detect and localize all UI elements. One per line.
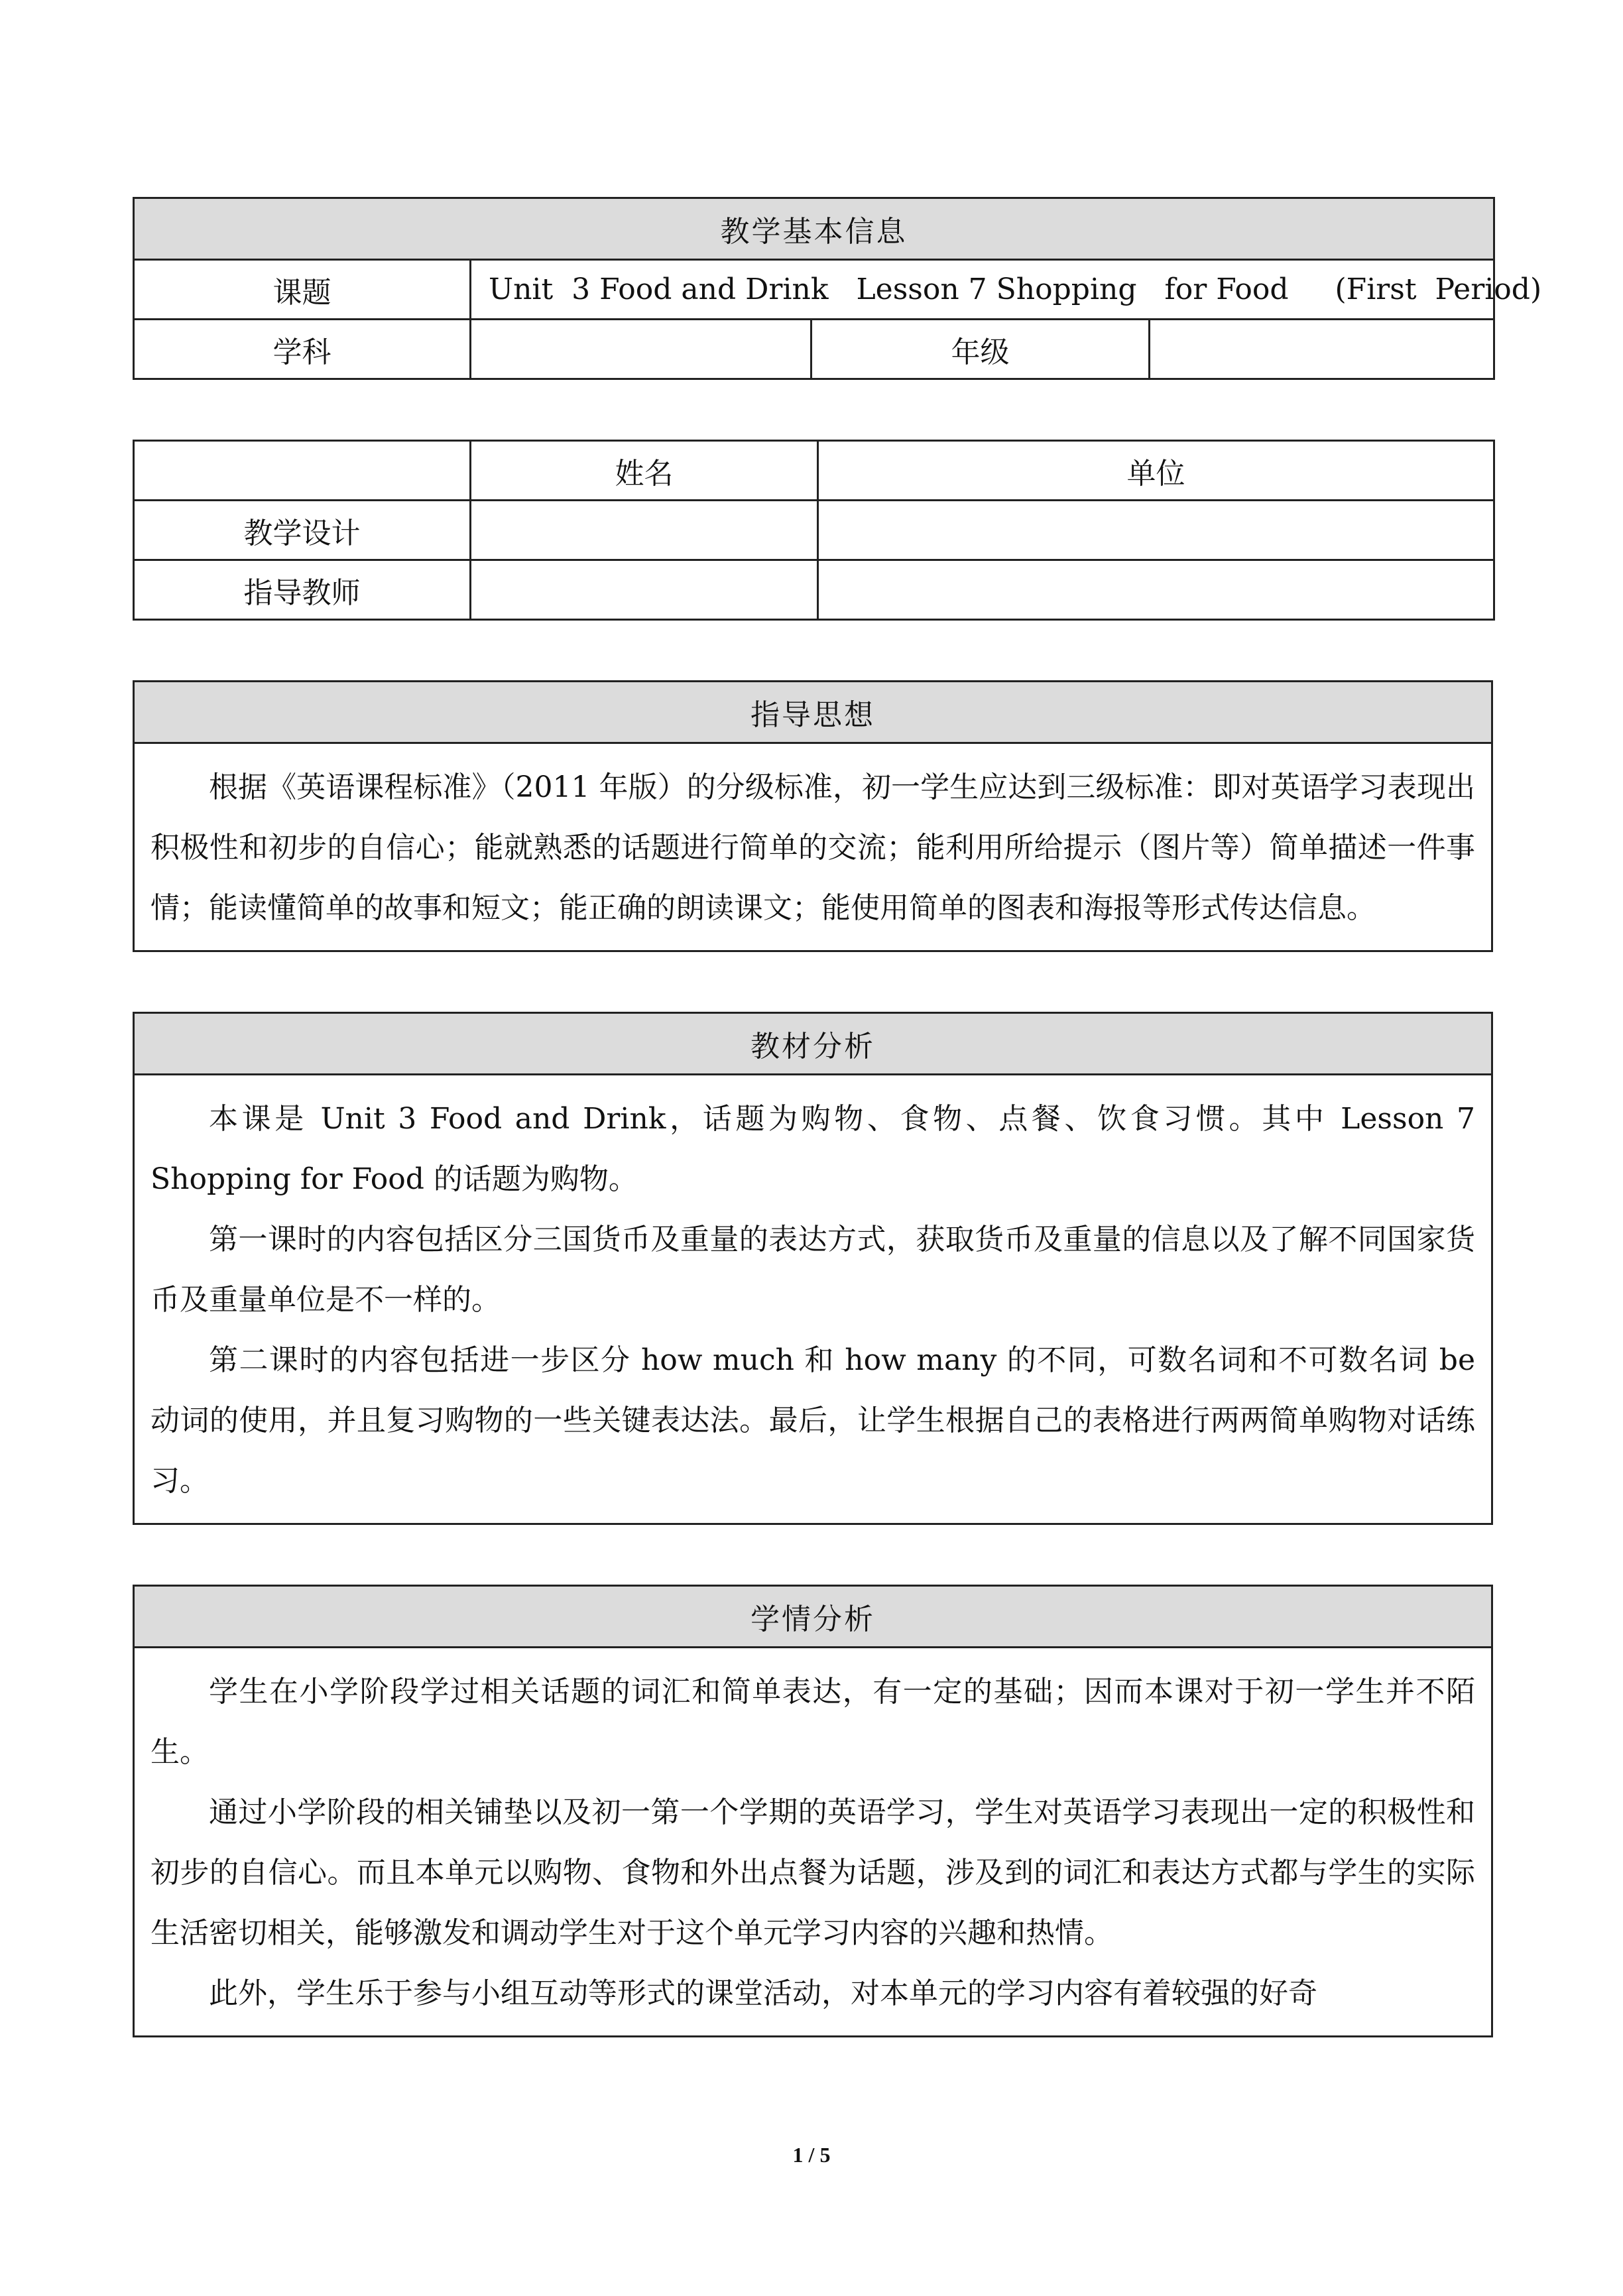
guiding-paragraph: 根据《英语课程标准》（2011 年版）的分级标准，初一学生应达到三级标准：即对英语学习表现出积极性和初步的自信心；能就熟悉的话题进行简单的交流；能利用所给提示（图片等）简单描述一件事情；能读懂简单的故事和短文；能正确的朗读课文；能使用简单的图表和海报等形式传达信息。 <box>150 770 1475 925</box>
students-header: 学情分析 <box>134 1586 1492 1648</box>
page-number: 1 / 5 <box>792 2143 831 2167</box>
materials-paragraph: 第一课时的内容包括区分三国货币及重量的表达方式，获取货币及重量的信息以及了解不同国家货币及重量单位是不一样的。 <box>150 1223 1475 1317</box>
staff-col-unit: 单位 <box>818 441 1494 501</box>
materials-table <box>133 1012 1493 1525</box>
students-paragraph: 学生在小学阶段学过相关话题的词汇和简单表达，有一定的基础；因而本课对于初一学生并不陌生。 <box>150 1675 1475 1769</box>
materials-paragraph: 第二课时的内容包括进一步区分 how much 和 how many 的不同，可数名词和不可数名词 be 动词的使用，并且复习购物的一些关键表达法。最后，让学生根据自己的表格进行两两简单购物对话练习。 <box>150 1343 1475 1498</box>
staff-row-name <box>471 501 818 560</box>
staff-corner-cell <box>134 441 471 501</box>
staff-table <box>133 440 1495 621</box>
subject-label: 学科 <box>134 320 471 379</box>
staff-row-unit <box>818 560 1494 620</box>
basic-info-table <box>133 197 1542 380</box>
guiding-body <box>134 743 1492 951</box>
topic-label: 课题 <box>134 260 471 320</box>
materials-body <box>134 1075 1492 1524</box>
subject-value <box>471 320 812 379</box>
staff-row-unit <box>818 501 1494 560</box>
students-table <box>133 1585 1493 2037</box>
topic-value: Unit 3 Food and Drink Lesson 7 Shopping for Food (First Period) <box>471 260 1494 320</box>
students-paragraph: 通过小学阶段的相关铺垫以及初一第一个学期的英语学习，学生对英语学习表现出一定的积极性和初步的自信心。而且本单元以购物、食物和外出点餐为话题，涉及到的词汇和表达方式都与学生的实际生活密切相关，能够激发和调动学生对于这个单元学习内容的兴趣和热情。 <box>150 1795 1475 1950</box>
grade-value <box>1150 320 1494 379</box>
materials-paragraph: 本课是 Unit 3 Food and Drink，话题为购物、食物、点餐、饮食习惯。其中 Lesson 7 Shopping for Food 的话题为购物。 <box>150 1102 1475 1196</box>
students-body <box>134 1648 1492 2037</box>
basic-info-header: 教学基本信息 <box>134 198 1494 260</box>
staff-col-name: 姓名 <box>471 441 818 501</box>
staff-row-label: 指导教师 <box>134 560 471 620</box>
grade-label: 年级 <box>812 320 1150 379</box>
staff-row-label: 教学设计 <box>134 501 471 560</box>
materials-header: 教材分析 <box>134 1013 1492 1075</box>
guiding-table <box>133 680 1493 952</box>
guiding-header: 指导思想 <box>134 682 1492 743</box>
students-paragraph: 此外，学生乐于参与小组互动等形式的课堂活动，对本单元的学习内容有着较强的好奇 <box>209 1976 1317 2010</box>
document-page <box>133 197 1542 2037</box>
staff-row-name <box>471 560 818 620</box>
